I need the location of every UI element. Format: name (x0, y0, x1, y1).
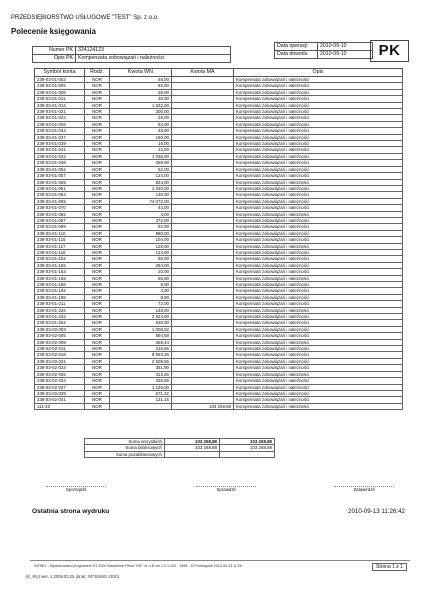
cell-konto: 239-03-01-005 (35, 83, 85, 89)
cell-wn: 2 508,55 (110, 358, 172, 364)
cell-opis: Kompensata zobowiązań i należności (234, 89, 403, 95)
cell-wn: 369,44 (110, 339, 172, 345)
cell-opis: Kompensata zobowiązań i należności (234, 301, 403, 307)
print-date: 2010-09-13 11:26:42 (348, 508, 405, 515)
cell-wn: 636,00 (110, 320, 172, 326)
cell-rodz: NOR (85, 384, 110, 390)
cell-opis: Kompensata zobowiązań i należności (234, 192, 403, 198)
cell-wn: 3 624,00 (110, 314, 172, 320)
cell-konto: 239-03-01-006 (35, 89, 85, 95)
cell-opis: Kompensata zobowiązań i należności (234, 333, 403, 339)
cell-opis: Kompensata zobowiązań i należności (234, 249, 403, 255)
cell-konto: 239-03-02-041 (35, 397, 85, 403)
cell-wn: 4,00 (110, 288, 172, 294)
cell-ma: 103 268,88 (172, 403, 234, 409)
cell-rodz: NOR (85, 358, 110, 364)
cell-rodz: NOR (85, 128, 110, 134)
cell-konto: 239-03-01-110 (35, 230, 85, 236)
cell-konto: 239-03-01-155 (35, 262, 85, 268)
sum-label: Suma bilansowych (85, 445, 165, 451)
cell-rodz: NOR (85, 339, 110, 345)
cell-konto: 239-03-02-039 (35, 390, 85, 396)
cell-rodz: NOR (85, 192, 110, 198)
cell-opis: Kompensata zobowiązań i należności (234, 326, 403, 332)
cell-konto: 239-03-02-037 (35, 384, 85, 390)
cell-rodz: NOR (85, 77, 110, 83)
col-header-rodz: Rodz. (85, 69, 110, 77)
cell-konto: 239-03-01-064 (35, 192, 85, 198)
cell-rodz: NOR (85, 346, 110, 352)
cell-opis: Kompensata zobowiązań i należności (234, 397, 403, 403)
cell-wn: 1 036,00 (110, 153, 172, 159)
cell-rodz: NOR (85, 160, 110, 166)
cell-wn: 8,00 (110, 294, 172, 300)
cell-rodz: NOR (85, 153, 110, 159)
sum-ma: 103 268,88 (220, 445, 275, 451)
cell-rodz: NOR (85, 173, 110, 179)
cell-opis: Kompensata zobowiązań i należności (234, 314, 403, 320)
cell-rodz: NOR (85, 83, 110, 89)
cell-opis: Kompensata zobowiązań i należności (234, 294, 403, 300)
cell-wn: 8 593,26 (110, 352, 172, 358)
cell-konto: 239-03-01-118 (35, 249, 85, 255)
cell-konto: 239-03-02-008 (35, 339, 85, 345)
document-title: Polecenie księgowania (11, 27, 96, 36)
cell-konto: 239-03-02-011 (35, 346, 85, 352)
cell-wn: 46,00 (110, 77, 172, 83)
cell-wn: 12,00 (110, 147, 172, 153)
data-operacji-label: Data operacji (275, 43, 318, 51)
cell-rodz: NOR (85, 371, 110, 377)
cell-opis: Kompensata zobowiązań i należności (234, 365, 403, 371)
cell-rodz: NOR (85, 288, 110, 294)
sum-ma: 103 268,88 (220, 439, 275, 445)
cell-rodz: NOR (85, 109, 110, 115)
cell-rodz: NOR (85, 403, 110, 409)
cell-konto: 239-03-02-003 (35, 326, 85, 332)
cell-opis: Kompensata zobowiązań i należności (234, 115, 403, 121)
cell-opis: Kompensata zobowiązań i należności (234, 237, 403, 243)
cell-wn: 571,32 (110, 390, 172, 396)
cell-rodz: NOR (85, 294, 110, 300)
cell-konto: 239-03-01-024 (35, 115, 85, 121)
last-page-label: Ostatnia strona wydruku (32, 508, 110, 515)
cell-wn (110, 403, 172, 409)
cell-rodz: NOR (85, 134, 110, 140)
cell-wn: 48,00 (110, 128, 172, 134)
cell-wn: 56,00 (110, 275, 172, 281)
cell-rodz: NOR (85, 301, 110, 307)
cell-wn: 72,00 (110, 301, 172, 307)
cell-konto: 239-03-01-115 (35, 237, 85, 243)
cell-rodz: NOR (85, 96, 110, 102)
cell-rodz: NOR (85, 166, 110, 172)
cell-wn: 128,00 (110, 243, 172, 249)
cell-konto: 239-03-01-061 (35, 185, 85, 191)
sum-row (85, 451, 275, 457)
company-name: PRZEDSIĘBIORSTWO USŁUGOWE "TEST" Sp. z o.o. (11, 15, 159, 21)
cell-wn: 124,00 (110, 173, 172, 179)
signature-label: Sporządził (65, 487, 87, 492)
cell-konto: 239-03-02-024 (35, 365, 85, 371)
cell-opis: Kompensata zobowiązań i należności (234, 339, 403, 345)
cell-rodz: NOR (85, 185, 110, 191)
cell-opis: Kompensata zobowiązań i należności (234, 320, 403, 326)
cell-opis: Kompensata zobowiązań i należności (234, 77, 403, 83)
cell-rodz: NOR (85, 205, 110, 211)
cell-opis: Kompensata zobowiązań i należności (234, 346, 403, 352)
cell-opis: Kompensata zobowiązań i należności (234, 384, 403, 390)
cell-konto: 239-03-01-059 (35, 179, 85, 185)
cell-opis: Kompensata zobowiązań i należności (234, 109, 403, 115)
cell-opis: Kompensata zobowiązań i należności (234, 269, 403, 275)
sum-wn (165, 451, 220, 457)
signature-sprawdzil (196, 486, 256, 492)
cell-konto: 239-03-01-252 (35, 320, 85, 326)
cell-konto: 239-03-01-057 (35, 173, 85, 179)
data-dowodu-label: Data dowodu (275, 51, 318, 59)
cell-wn: 84,00 (110, 121, 172, 127)
cell-wn: 74 072,00 (110, 198, 172, 204)
cell-rodz: NOR (85, 230, 110, 236)
cell-konto: 239-03-01-099 (35, 224, 85, 230)
cell-rodz: NOR (85, 326, 110, 332)
header-left-box (32, 46, 231, 63)
cell-opis: Kompensata zobowiązań i należności (234, 153, 403, 159)
cell-opis: Kompensata zobowiązań i należności (234, 134, 403, 140)
cell-konto: 239-03-01-186 (35, 282, 85, 288)
page-number: Strona 1 z 1 (372, 563, 407, 571)
data-dowodu-value: 2010-09-10 (318, 51, 373, 59)
cell-konto: 239-03-01-013 (35, 102, 85, 108)
cell-rodz: NOR (85, 390, 110, 396)
cell-rodz: NOR (85, 314, 110, 320)
cell-rodz: NOR (85, 141, 110, 147)
form-code: (K_RU) wer. 1.2008.03.25 (druk: INT.B4/Wz 2010) (26, 574, 120, 579)
cell-opis: Kompensata zobowiązań i należności (234, 160, 403, 166)
cell-wn: 894,59 (110, 333, 172, 339)
cell-rodz: NOR (85, 365, 110, 371)
pk-badge: PK (370, 40, 409, 62)
numer-value: 324124123 (76, 47, 231, 55)
cell-opis: Kompensata zobowiązań i należności (234, 141, 403, 147)
cell-konto: 239-03-01-039 (35, 141, 85, 147)
cell-konto: 239-03-01-037 (35, 134, 85, 140)
cell-wn: 148,00 (110, 307, 172, 313)
cell-rodz: NOR (85, 256, 110, 262)
cell-konto: 239-03-01-152 (35, 256, 85, 262)
cell-opis: Kompensata zobowiązań i należności (234, 275, 403, 281)
sum-wn: 103 268,88 (165, 439, 220, 445)
cell-wn: 1 008,02 (110, 326, 172, 332)
table-header-row (35, 69, 403, 77)
cell-konto: 239-03-01-048 (35, 160, 85, 166)
cell-rodz: NOR (85, 269, 110, 275)
cell-wn: 52,00 (110, 166, 172, 172)
cell-opis: Kompensata zobowiązań i należności (234, 128, 403, 134)
cell-opis: Kompensata zobowiązań i należności (234, 173, 403, 179)
cell-wn: 92,00 (110, 83, 172, 89)
cell-wn: 56,00 (110, 256, 172, 262)
cell-opis: Kompensata zobowiązań i należności (234, 230, 403, 236)
cell-rodz: NOR (85, 147, 110, 153)
cell-opis: Kompensata zobowiązań i należności (234, 358, 403, 364)
cell-wn: 160,00 (110, 134, 172, 140)
cell-konto: 239-03-01-082 (35, 211, 85, 217)
cell-opis: Kompensata zobowiązań i należności (234, 147, 403, 153)
cell-opis: Kompensata zobowiązań i należności (234, 121, 403, 127)
sum-label: Suma wszystkich (85, 439, 165, 445)
cell-wn: 298,00 (110, 160, 172, 166)
cell-wn: 92,00 (110, 224, 172, 230)
cell-wn: 4,00 (110, 211, 172, 217)
sum-label: Suma pozabilansowych (85, 451, 165, 457)
cell-konto: 239-03-01-021 (35, 109, 85, 115)
footer-text: INFINIT - Wydrukowano programem KT 2000 Madeleine Firma "INF" nr u B ver 1.0.1.100 - 1898 - 10 Podregulat 2010-09-13 11:26 (34, 564, 242, 568)
cell-konto: 239-03-02-034 (35, 378, 85, 384)
cell-konto: 239-03-02-021 (35, 358, 85, 364)
cell-wn: 1 040,00 (110, 185, 172, 191)
sum-wn: 103 268,88 (165, 445, 220, 451)
cell-wn: 372,00 (110, 217, 172, 223)
cell-wn: 1 126,00 (110, 384, 172, 390)
cell-konto: 239-03-01-195 (35, 294, 85, 300)
data-operacji-value: 2010-09-10 (318, 43, 373, 51)
cell-opis: Kompensata zobowiązań i należności (234, 378, 403, 384)
cell-opis: Kompensata zobowiązań i należności (234, 256, 403, 262)
cell-opis: Kompensata zobowiązań i należności (234, 224, 403, 230)
cell-konto: 239-03-01-034 (35, 128, 85, 134)
cell-rodz: NOR (85, 282, 110, 288)
cell-konto: 239-03-01-026 (35, 121, 85, 127)
cell-konto: 239-03-02-005 (35, 333, 85, 339)
numer-label: Numer PK (33, 47, 76, 55)
cell-opis: Kompensata zobowiązań i należności (234, 166, 403, 172)
cell-wn: 325,66 (110, 378, 172, 384)
col-header-wn: Kwota WN (110, 69, 172, 77)
cell-opis: Kompensata zobowiązań i należności (234, 217, 403, 223)
col-header-opis: Opis (234, 69, 403, 77)
cell-opis: Kompensata zobowiązań i należności (234, 262, 403, 268)
signature-zatwierdzil (334, 486, 394, 492)
cell-konto: 239-03-01-117 (35, 243, 85, 249)
cell-wn: 313,26 (110, 371, 172, 377)
cell-wn: 8,00 (110, 282, 172, 288)
cell-rodz: NOR (85, 397, 110, 403)
cell-konto: 239-03-01-003 (35, 77, 85, 83)
cell-konto: 239-03-01-065 (35, 198, 85, 204)
cell-konto: 239-03-01-070 (35, 205, 85, 211)
cell-wn: 28,00 (110, 115, 172, 121)
cell-wn: 216,66 (110, 346, 172, 352)
signature-label: Sprawdził (216, 487, 236, 492)
cell-opis: Kompensata zobowiązań i należności (234, 185, 403, 191)
cell-konto: 239-03-01-052 (35, 166, 85, 172)
opis-value: Kompensata zobowiązań i należności (76, 55, 231, 63)
signature-sporzadzil (46, 486, 106, 492)
cell-konto: 239-03-01-192 (35, 288, 85, 294)
cell-rodz: NOR (85, 217, 110, 223)
cell-rodz: NOR (85, 262, 110, 268)
cell-konto: 239-03-01-226 (35, 307, 85, 313)
opis-label: Opis PK (33, 55, 76, 63)
cell-wn: 136,00 (110, 192, 172, 198)
cell-rodz: NOR (85, 275, 110, 281)
cell-konto: 111-22 (35, 403, 85, 409)
cell-opis: Kompensata zobowiązań i należności (234, 205, 403, 211)
cell-rodz: NOR (85, 102, 110, 108)
cell-opis: Kompensata zobowiązań i należności (234, 83, 403, 89)
cell-opis: Kompensata zobowiązań i należności (234, 96, 403, 102)
cell-rodz: NOR (85, 198, 110, 204)
table-row (35, 403, 403, 409)
cell-konto: 239-03-02-026 (35, 371, 85, 377)
cell-rodz: NOR (85, 179, 110, 185)
cell-opis: Kompensata zobowiązań i należności (234, 243, 403, 249)
cell-rodz: NOR (85, 237, 110, 243)
cell-opis: Kompensata zobowiązań i należności (234, 307, 403, 313)
cell-rodz: NOR (85, 352, 110, 358)
col-header-konto: Symbol konta (35, 69, 85, 77)
cell-wn: 980,00 (110, 230, 172, 236)
cell-konto: 239-03-01-232 (35, 314, 85, 320)
cell-konto: 239-03-01-169 (35, 275, 85, 281)
cell-rodz: NOR (85, 89, 110, 95)
cell-opis: Kompensata zobowiązań i należności (234, 179, 403, 185)
cell-konto: 239-03-01-042 (35, 153, 85, 159)
cell-rodz: NOR (85, 333, 110, 339)
cell-rodz: NOR (85, 211, 110, 217)
cell-rodz: NOR (85, 121, 110, 127)
cell-wn: 44,00 (110, 205, 172, 211)
cell-konto: 239-03-01-041 (35, 147, 85, 153)
cell-opis: Kompensata zobowiązań i należności (234, 102, 403, 108)
sum-ma (220, 451, 275, 457)
cell-opis: Kompensata zobowiązań i należności (234, 371, 403, 377)
cell-wn: 28,00 (110, 89, 172, 95)
cell-wn: 284,00 (110, 262, 172, 268)
cell-opis: Kompensata zobowiązań i należności (234, 403, 403, 409)
cell-wn: 20,00 (110, 269, 172, 275)
cell-rodz: NOR (85, 243, 110, 249)
cell-wn: 104,00 (110, 237, 172, 243)
cell-konto: 239-03-01-011 (35, 96, 85, 102)
cell-rodz: NOR (85, 115, 110, 121)
cell-wn: 351,90 (110, 365, 172, 371)
cell-rodz: NOR (85, 224, 110, 230)
cell-konto: 239-03-01-211 (35, 301, 85, 307)
cell-rodz: NOR (85, 378, 110, 384)
header-dates-box (274, 42, 373, 59)
cell-wn: 16,00 (110, 141, 172, 147)
cell-opis: Kompensata zobowiązań i należności (234, 282, 403, 288)
cell-rodz: NOR (85, 307, 110, 313)
cell-konto: 239-03-01-163 (35, 269, 85, 275)
cell-opis: Kompensata zobowiązań i należności (234, 390, 403, 396)
cell-wn: 124,00 (110, 249, 172, 255)
cell-wn: 300,00 (110, 109, 172, 115)
cell-wn: 131,15 (110, 397, 172, 403)
cell-rodz: NOR (85, 320, 110, 326)
col-header-ma: Kwota MA (172, 69, 234, 77)
cell-opis: Kompensata zobowiązań i należności (234, 288, 403, 294)
footer-divider (30, 560, 410, 561)
table-body (35, 77, 403, 410)
cell-opis: Kompensata zobowiązań i należności (234, 352, 403, 358)
sums-table (84, 438, 275, 458)
cell-konto: 239-03-01-087 (35, 217, 85, 223)
entries-table (34, 68, 403, 410)
cell-wn: 36,00 (110, 96, 172, 102)
cell-opis: Kompensata zobowiązań i należności (234, 198, 403, 204)
cell-wn: 1 632,00 (110, 102, 172, 108)
cell-rodz: NOR (85, 249, 110, 255)
cell-opis: Kompensata zobowiązań i należności (234, 211, 403, 217)
cell-konto: 239-03-02-018 (35, 352, 85, 358)
signature-label: Zatwierdził (353, 487, 375, 492)
cell-wn: 824,00 (110, 179, 172, 185)
